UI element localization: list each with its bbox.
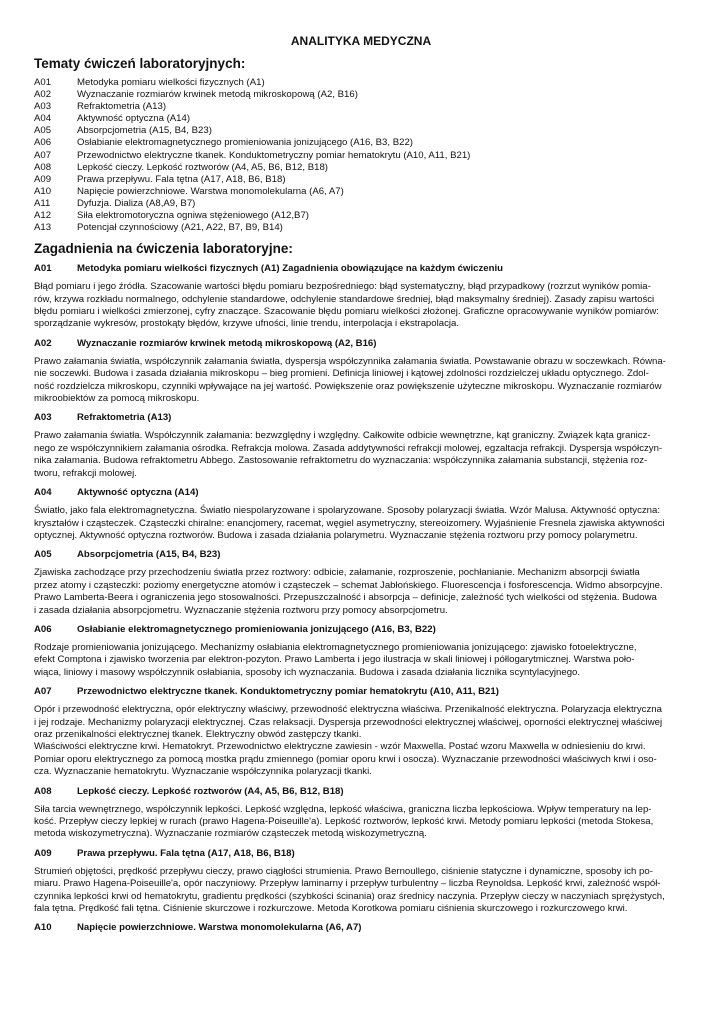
topic-row [34, 198, 688, 210]
section-code: A02 [34, 337, 52, 349]
section-a01 [34, 263, 688, 331]
section-a08 [34, 786, 688, 841]
topic-row [34, 174, 688, 186]
section-code: A05 [34, 549, 52, 561]
topic-code: A11 [34, 197, 51, 209]
section-title: Prawa przepływu. Fala tętna (A17, A18, B6, B18) [77, 847, 295, 859]
section-paragraph: Właściwości elektryczne krwi. Hematokryt. Przewodnictwo elektryczne zawiesin - wzór Maxwella. Postać wzoru Maxwella w odniesieniu do krwi. Pomiar oporu elektrycznego za pomocą mostka prądu zmiennego (pomiar oporu krwi i osocza). Wyznaczanie przewodności właściwych krwi i oso- cza. Wyznaczanie hematokrytu. Wyznaczanie współczynnika polaryzacji tkanki. [34, 741, 657, 778]
topic-row [34, 125, 688, 137]
section-heading [34, 338, 688, 350]
topic-code: A07 [34, 149, 52, 161]
section-title: Metodyka pomiaru wielkości fizycznych (A1) Zagadnienia obowiązujące na każdym ćwiczeniu [77, 263, 503, 275]
section-paragraph: Prawo załamania światła. Współczynnik załamania: bezwzględny i względny. Całkowite odbicie wewnętrzne, kąt graniczny. Związek kąta granicz- nego ze współczynnikiem załamania ośrodka. Refrakcja molowa. Zasada addytywności refrakcji molowej, egzaltacja refrakcji. Dyspersja współczyn- nika załamania. Budowa refraktometru Abbego. Zastosowanie refraktometru do wyznaczania: współczynnika załamania substancji, stężenia roz- tworu, refrakcji molowej. [34, 430, 663, 479]
topic-title: Napięcie powierzchniowe. Warstwa monomolekularna (A6, A7) [77, 185, 344, 197]
section-paragraph: Siła tarcia wewnętrznego, współczynnik lepkości. Lepkość względna, lepkość właściwa, graniczna liczba lepkościowa. Wpływ temperatury na lep- kość. Przepływ cieczy lepkiej w rurach (prawo Hagena-Poiseuille'a). Lepkość roztworów, lepkość krwi. Metody pomiaru lepkości (metoda Stokesa, metoda wiskozymetryczna). Wyznaczanie rozmiarów cząsteczek metodą wiskozymetryczną. [34, 803, 654, 840]
section-code: A08 [34, 785, 52, 797]
topic-code: A03 [34, 101, 52, 113]
topic-row [34, 137, 688, 149]
topic-row [34, 113, 688, 125]
topic-row [34, 101, 688, 113]
topics-heading: Tematy ćwiczeń laboratoryjnych: [34, 56, 246, 71]
section-paragraph: Strumień objętości, prędkość przepływu cieczy, prawo ciągłości strumienia. Prawo Bernoullego, ciśnienie statyczne i dynamiczne, sposoby ich po- miaru. Prawo Hagena-Poiseuille'a, opór naczyniowy. Przepływ laminarny i przepływ turbulentny – liczba Reynoldsa. Lepkość krwi, zależność współ- czynnika lepkości krwi od hematokrytu, gradientu prędkości (szybkości ścinania) oraz średnicy naczynia. Przepływ cieczy w naczyniach sprężystych, fala tętna. Prędkość fali tętna. Ciśnienie skurczowe i rozkurczowe. Metoda Korotkowa pomiaru ciśnienia skurczowego i rozkurczowego krwi. [34, 865, 665, 915]
section-a07 [34, 686, 688, 778]
topic-title: Refraktometria (A13) [77, 101, 167, 113]
topic-row [34, 222, 688, 234]
section-heading [34, 848, 688, 860]
section-heading [34, 549, 688, 561]
topic-title: Aktywność optyczna (A14) [77, 113, 191, 125]
section-paragraph: Opór i przewodność elektryczna, opór elektryczny właściwy, przewodność elektryczna właściwa. Przenikalność elektryczna. Polaryzacja elektryczna i jej rodzaje. Mechanizmy polaryzacji elektrycznej. Czas relaksacji. Dyspersja przewodności elektrycznej właściwej, oporności elektrycznej właściwej oraz przenikalności elektrycznej tkanek. Elektryczny obwód zastępczy tkanki. [34, 704, 663, 740]
topic-code: A13 [34, 222, 52, 234]
document-page [34, 34, 688, 940]
topic-title: Osłabianie elektromagnetycznego promieniowania jonizującego (A16, B3, B22) [77, 137, 413, 149]
section-title: Aktywność optyczna (A14) [77, 487, 199, 499]
section-title: Refraktometria (A13) [77, 412, 172, 424]
section-a02 [34, 338, 688, 406]
document-title: ANALITYKA MEDYCZNA [290, 34, 432, 48]
topic-code: A05 [34, 125, 52, 137]
section-code: A04 [34, 487, 52, 499]
section-code: A06 [34, 623, 52, 635]
section-heading [34, 786, 688, 798]
topic-code: A02 [34, 89, 52, 101]
section-paragraph: Zjawiska zachodzące przy przechodzeniu światła przez roztwory: odbicie, załamanie, rozproszenie, pochłanianie. Mechanizm absorpcji światła przez atomy i cząsteczki: poziomy energetyczne atomów i cząsteczek – schemat Jabłońskiego. Fluorescencja i fosforescencja. Widmo absorpcyjne. Prawo Lamberta-Beera i ograniczenia jego stosowalności. Przepuszczalność i absorpcja – definicje, zależność tych wielkości od stężenia. Budowa i zasada działania absorpcjometru. Wyznaczanie stężenia roztworu przy pomocy absorpcjometru. [34, 567, 663, 616]
section-code: A03 [34, 412, 52, 424]
topic-row [34, 89, 688, 101]
section-paragraph: Światło, jako fala elektromagnetyczna. Światło niespolaryzowane i spolaryzowane. Sposoby polaryzacji światła. Wzór Malusa. Aktywność optyczna: kryształów i cząsteczek. Cząsteczki chiralne: enancjomery, racemat, węgiel asymetryczny, stereoizomery. Wyjaśnienie Fresnela zjawiska aktywności optycznej. Aktywność optyczna roztworów. Budowa i zasada działania polarymetru. Wyznaczanie stężenia roztworu przy pomocy polarymetru. [34, 505, 665, 541]
topic-row [34, 162, 688, 174]
topic-row [34, 150, 688, 162]
topic-code: A09 [34, 173, 52, 185]
section-paragraph: Rodzaje promieniowania jonizującego. Mechanizmy osłabiania elektromagnetycznego promieniowania jonizującego: zjawisko fotoelektryczne, efekt Comptona i zjawisko tworzenia par elektron-pozyton. Prawo Lamberta i jego ilustracja w skali liniowej i półlogarytmicznej. Warstwa poło- wiąca, liniowy i masowy współczynnik osłabiania, sposoby ich wyznaczania. Budowa i zasada działania licznika scyntylacyjnego. [34, 641, 637, 678]
section-heading [34, 487, 688, 499]
topic-code: A12 [34, 210, 52, 222]
topic-row [34, 210, 688, 222]
section-code: A07 [34, 686, 52, 698]
section-heading [34, 624, 688, 636]
section-code: A10 [34, 922, 52, 934]
section-a04 [34, 487, 688, 542]
topics-list [34, 77, 688, 234]
topic-title: Potencjał czynnościowy (A21, A22, B7, B9, B14) [77, 222, 283, 234]
section-a03 [34, 412, 688, 480]
section-paragraph: Prawo załamania światła, współczynnik załamania światła, dyspersja współczynnika załamania światła. Powstawanie obrazu w soczewkach. Równa- nie soczewki. Budowa i zasada działania mikroskopu – bieg promieni. Definicja liniowej i kątowej zdolności rozdzielczej układu optycznego. Zdol- ność rozdzielcza mikroskopu, czynniki wpływające na jej wartość. Powiększenie oraz powiększenie użyteczne mikroskopu. Wyznaczanie rozmiarów mikroobiektów za pomocą mikroskopu. [34, 355, 666, 405]
topic-title: Prawa przepływu. Fala tętna (A17, A18, B6, B18) [77, 173, 286, 185]
topic-title: Przewodnictwo elektryczne tkanek. Konduktometryczny pomiar hematokrytu (A10, A11, B21) [77, 149, 471, 161]
section-code: A09 [34, 847, 52, 859]
topic-row [34, 77, 688, 89]
section-title: Osłabianie elektromagnetycznego promieniowania jonizującego (A16, B3, B22) [77, 623, 436, 635]
section-heading [34, 263, 688, 275]
topic-code: A01 [34, 77, 52, 88]
topic-title: Wyznaczanie rozmiarów krwinek metodą mikroskopową (A2, B16) [77, 89, 358, 101]
topic-code: A06 [34, 137, 52, 149]
section-title: Absorpcjometria (A15, B4, B23) [77, 549, 221, 561]
section-heading [34, 412, 688, 424]
section-a05 [34, 549, 688, 617]
section-title: Wyznaczanie rozmiarów krwinek metodą mikroskopową (A2, B16) [77, 337, 377, 349]
section-heading [34, 922, 688, 934]
section-a09 [34, 848, 688, 916]
topic-title: Metodyka pomiaru wielkości fizycznych (A1) [77, 77, 265, 88]
topic-title: Lepkość cieczy. Lepkość roztworów (A4, A5, B6, B12, B18) [77, 161, 328, 173]
section-paragraph: Błąd pomiaru i jego źródła. Szacowanie wartości błędu pomiaru bezpośredniego: błąd systematyczny, błąd przypadkowy (rozrzut wyników pomia- rów, krzywa rozkładu normalnego, odchylenie standardowe, odchylenie standardowe średniej, błąd maksymalny średniej). Zasady zapisu wartości błędu pomiaru i wielkości zmierzonej, cyfry znaczące. Szacowanie błędu pomiaru wielkości złożonej. Graficzne opracowywanie wyników pomiarów: sporządzanie wykresów, prostokąty błędów, krzywe ufności, linie trendu, interpolacja i ekstrapolacja. [34, 281, 659, 330]
topic-code: A08 [34, 161, 52, 173]
topic-title: Absorpcjometria (A15, B4, B23) [77, 125, 212, 137]
section-heading [34, 686, 688, 698]
section-title: Lepkość cieczy. Lepkość roztworów (A4, A5, B6, B12, B18) [77, 785, 344, 797]
section-a06 [34, 624, 688, 679]
section-code: A01 [34, 263, 52, 275]
section-a10 [34, 922, 688, 934]
topic-code: A04 [34, 113, 52, 125]
topic-code: A10 [34, 185, 52, 197]
section-title: Przewodnictwo elektryczne tkanek. Konduktometryczny pomiar hematokrytu (A10, A11, B21) [77, 686, 499, 698]
issues-heading: Zagadnienia na ćwiczenia laboratoryjne: [34, 241, 293, 257]
topic-title: Siła elektromotoryczna ogniwa stężeniowego (A12,B7) [77, 210, 309, 222]
topic-title: Dyfuzja. Dializa (A8,A9, B7) [77, 197, 196, 209]
topic-row [34, 186, 688, 198]
sections-list [34, 263, 688, 934]
section-title: Napięcie powierzchniowe. Warstwa monomolekularna (A6, A7) [77, 922, 362, 934]
